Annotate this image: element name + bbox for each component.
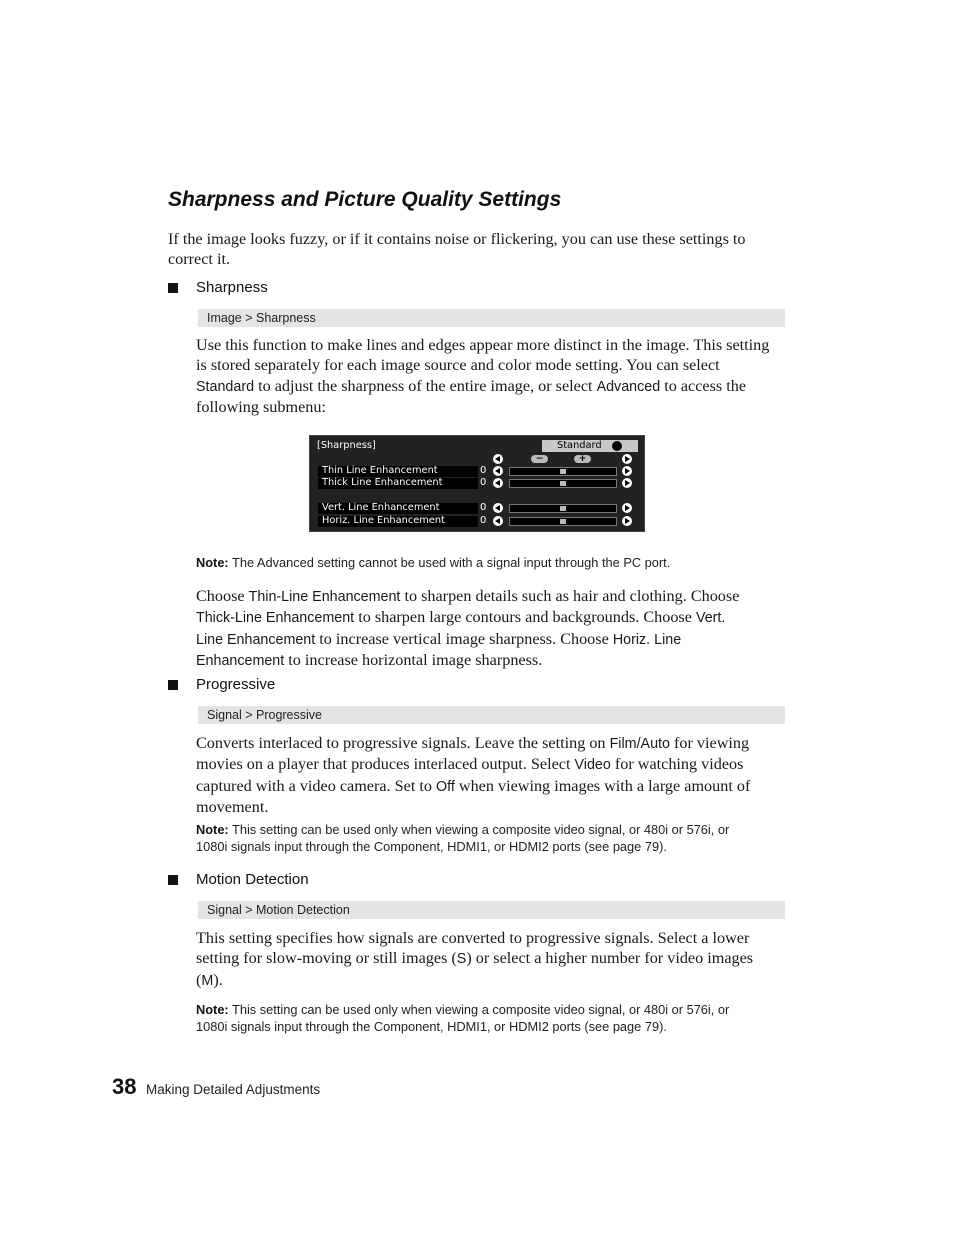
osd-row-thin <box>318 466 478 477</box>
text-run: captured with a video camera. Set to <box>196 776 437 795</box>
menu-path: Signal > Progressive <box>207 708 322 722</box>
note-label: Note: <box>196 1002 229 1017</box>
text-line <box>196 754 788 775</box>
left-arrow-icon <box>493 478 503 488</box>
option-name: Video <box>574 757 611 774</box>
left-arrow-icon <box>493 503 503 513</box>
right-arrow-icon <box>622 503 632 513</box>
text-line: following submenu: <box>196 397 326 416</box>
option-name: M <box>201 972 214 989</box>
note-line: 1080i signals input through the Component, HDMI1, or HDMI2 ports (see page 79). <box>196 839 667 854</box>
text-line: This setting specifies how signals are converted to progressive signals. Select a lower <box>196 929 750 947</box>
text-run: when viewing images with a large amount of <box>454 776 751 795</box>
text-run: to sharpen details such as hair and clothing. Choose <box>400 587 740 605</box>
text-run: Converts interlaced to progressive signals. Leave the setting on <box>196 734 610 752</box>
osd-row-label: Horiz. Line Enhancement <box>322 515 445 526</box>
section-sharpness-heading <box>0 279 954 299</box>
text-run: for watching videos <box>610 755 744 774</box>
menu-path: Image > Sharpness <box>207 311 316 325</box>
left-arrow-icon <box>493 466 503 476</box>
page-number: 38 <box>112 1074 137 1099</box>
osd-row-vert <box>318 503 478 514</box>
osd-mode-label: Standard <box>557 440 602 451</box>
text-run: movies on a player that produces interlaced output. Select <box>196 755 575 774</box>
option-name: Thin-Line Enhancement <box>248 589 401 605</box>
option-name: S <box>456 951 467 968</box>
osd-slider <box>509 504 617 513</box>
text-run: ). <box>213 970 223 989</box>
osd-row-thick <box>318 478 478 489</box>
note-text: This setting can be used only when viewing a composite video signal, or 480i or 576i, or <box>228 822 730 837</box>
osd-row-label: Thick Line Enhancement <box>322 477 443 488</box>
note-line <box>196 1001 788 1018</box>
note-text: This setting can be used only when viewing a composite video signal, or 480i or 576i, or <box>228 1002 730 1017</box>
text-line <box>196 607 788 628</box>
right-arrow-icon <box>622 478 632 488</box>
text-run: for viewing <box>669 734 750 752</box>
text-run: to increase horizontal image sharpness. <box>284 650 543 669</box>
option-name: Standard <box>196 378 255 395</box>
osd-slider-knob <box>560 506 566 511</box>
text-line <box>196 376 788 397</box>
right-arrow-icon <box>622 466 632 476</box>
osd-row-value: 0 <box>480 502 487 513</box>
option-name: Film/Auto <box>609 736 670 752</box>
osd-slider <box>509 479 617 488</box>
option-name: Vert. <box>695 610 726 627</box>
option-name: Thick-Line Enhancement <box>196 610 355 627</box>
text-line <box>196 733 788 754</box>
sharpness-osd-menu <box>309 435 645 532</box>
text-run: Choose <box>196 587 249 605</box>
osd-slider-knob <box>560 481 566 486</box>
menu-path-bar <box>198 706 785 724</box>
text-line <box>196 776 788 797</box>
option-name: Off <box>436 778 455 795</box>
menu-path-bar <box>198 309 785 327</box>
section-motion-detection-heading <box>0 871 954 891</box>
bullet-square-icon <box>168 680 178 690</box>
section-label: Progressive <box>196 676 276 693</box>
note-label: Note: <box>196 822 229 837</box>
text-line: is stored separately for each image source and color mode setting. You can select <box>196 356 720 375</box>
osd-title: [Sharpness] <box>317 440 376 451</box>
enhancement-description <box>196 586 788 671</box>
left-arrow-icon <box>493 454 503 464</box>
osd-slider <box>509 467 617 476</box>
osd-slider-knob <box>560 519 566 524</box>
note-advanced <box>196 554 788 571</box>
menu-path: Signal > Motion Detection <box>207 903 350 917</box>
right-arrow-icon <box>622 454 632 464</box>
text-run: to access the <box>660 376 747 395</box>
left-arrow-icon <box>493 516 503 526</box>
progressive-description <box>196 733 788 817</box>
text-line <box>196 948 788 969</box>
osd-row-value: 0 <box>480 465 487 476</box>
bullet-square-icon <box>168 283 178 293</box>
intro-paragraph: If the image looks fuzzy, or if it contains noise or flickering, you can use these settings to correct it. <box>168 230 746 269</box>
chapter-title: Making Detailed Adjustments <box>146 1082 321 1097</box>
note-text: The Advanced setting cannot be used with a signal input through the PC port. <box>228 555 671 570</box>
note-label: Note: <box>196 555 229 570</box>
note-progressive <box>196 821 788 855</box>
bullet-square-icon <box>168 875 178 885</box>
sharpness-description <box>196 335 788 417</box>
option-name: Line Enhancement <box>196 631 316 648</box>
menu-path-bar <box>198 901 785 919</box>
text-run: to increase vertical image sharpness. Choose <box>315 629 613 648</box>
plus-icon: + <box>574 455 591 463</box>
text-line: movement. <box>196 797 269 816</box>
note-motion-detection <box>196 1001 788 1035</box>
right-arrow-icon <box>622 516 632 526</box>
section-label: Motion Detection <box>196 871 309 888</box>
text-run: to sharpen large contours and backgrounds. Choose <box>354 608 696 627</box>
option-name: Advanced <box>596 378 661 395</box>
osd-slider-knob <box>560 469 566 474</box>
text-line <box>196 970 788 991</box>
section-progressive-heading <box>0 676 954 696</box>
osd-row-value: 0 <box>480 515 487 526</box>
text-line <box>196 629 788 650</box>
text-line <box>196 586 788 607</box>
enter-icon <box>612 441 622 451</box>
osd-row-label: Vert. Line Enhancement <box>322 502 440 513</box>
section-label: Sharpness <box>196 279 268 296</box>
motion-detection-description <box>196 928 788 991</box>
note-line: 1080i signals input through the Component, HDMI1, or HDMI2 ports (see page 79). <box>196 1019 667 1034</box>
osd-slider <box>509 517 617 526</box>
text-run: setting for slow-moving or still images ( <box>196 949 457 968</box>
text-run: ( <box>196 970 202 989</box>
osd-mode-selector <box>542 440 638 452</box>
text-line: Use this function to make lines and edges appear more distinct in the image. This setting <box>196 336 770 354</box>
osd-row-label: Thin Line Enhancement <box>322 465 438 476</box>
option-name: Horiz. Line <box>612 631 682 648</box>
text-line <box>196 650 788 671</box>
text-run: to adjust the sharpness of the entire image, or select <box>254 376 597 395</box>
osd-row-horiz <box>318 516 478 527</box>
page-title: Sharpness and Picture Quality Settings <box>168 188 562 211</box>
text-run: ) or select a higher number for video images <box>466 949 754 968</box>
note-line <box>196 821 788 838</box>
osd-row-value: 0 <box>480 477 487 488</box>
option-name: Enhancement <box>196 652 285 669</box>
minus-icon: − <box>531 455 548 463</box>
